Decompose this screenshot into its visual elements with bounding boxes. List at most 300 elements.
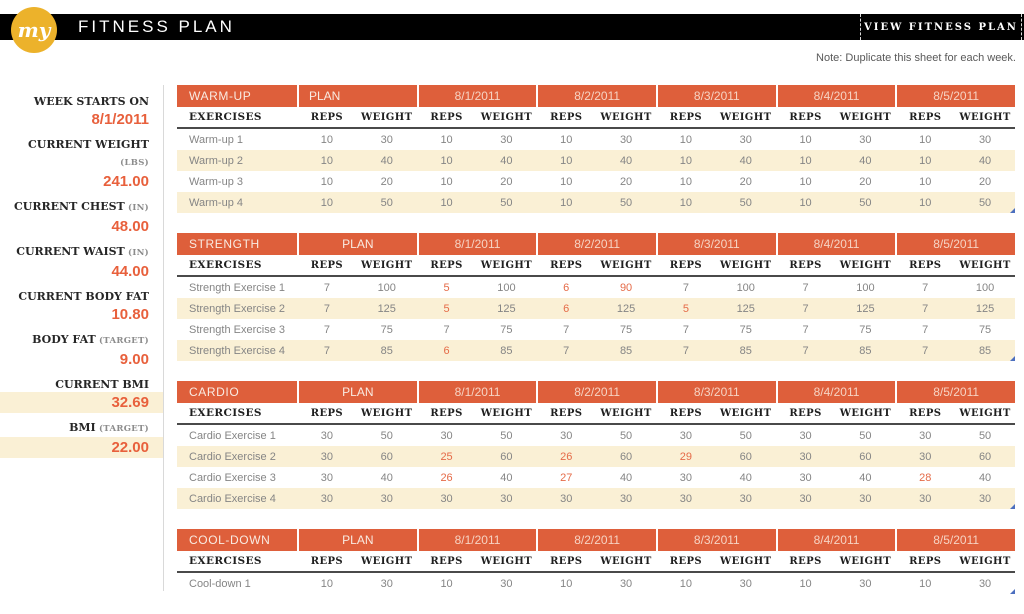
exercise-name-cell[interactable]: Cool-down 1 <box>189 577 251 590</box>
reps-column-header: REPS <box>909 407 942 419</box>
reps-value-cell[interactable]: 10 <box>440 175 453 188</box>
exercise-name-cell[interactable]: Cardio Exercise 3 <box>189 471 276 484</box>
date-header-cell: 8/1/2011 <box>417 381 537 403</box>
weight-value-cell[interactable]: 50 <box>500 196 513 209</box>
reps-value-cell[interactable]: 7 <box>323 302 330 315</box>
weight-column-header: WEIGHT <box>959 259 1011 271</box>
weight-value-cell[interactable]: 125 <box>736 302 755 315</box>
table-row <box>177 446 1015 467</box>
reps-value-cell[interactable]: 30 <box>919 429 932 442</box>
reps-value-cell[interactable]: 7 <box>802 323 809 336</box>
weight-column-header: WEIGHT <box>480 259 533 271</box>
exercise-name-cell[interactable]: Cardio Exercise 1 <box>189 429 276 442</box>
weight-column-header: WEIGHT <box>720 555 772 567</box>
reps-value-cell[interactable]: 29 <box>679 450 693 463</box>
stat-current-chest <box>0 199 163 237</box>
weight-column-header: WEIGHT <box>480 407 533 419</box>
weight-value-cell[interactable]: 20 <box>859 175 872 188</box>
duplicate-sheet-note: Note: Duplicate this sheet for each week. <box>816 52 1016 64</box>
reps-column-header: REPS <box>669 555 703 567</box>
weight-value-cell[interactable]: 40 <box>619 471 633 484</box>
reps-value-cell[interactable]: 7 <box>682 281 689 294</box>
weight-value-cell[interactable]: 30 <box>500 492 513 505</box>
exercise-name-cell[interactable]: Cardio Exercise 2 <box>189 450 276 463</box>
table-warm-up <box>177 85 1015 213</box>
reps-column-header: REPS <box>430 407 463 419</box>
stat-current-weight <box>0 137 163 192</box>
reps-column-header: REPS <box>310 259 344 271</box>
table-banner-row <box>177 529 1015 551</box>
table-row <box>177 425 1015 446</box>
weight-value-cell[interactable]: 20 <box>739 175 752 188</box>
reps-value-cell[interactable]: 10 <box>679 577 693 590</box>
stat-label: CURRENT WEIGHT (LBS) <box>28 138 149 168</box>
reps-value-cell[interactable]: 30 <box>799 450 812 463</box>
weight-value-cell[interactable]: 20 <box>619 175 633 188</box>
weight-column-header: WEIGHT <box>839 259 892 271</box>
stat-value[interactable]: 22.00 <box>0 437 163 458</box>
stat-current-body-fat <box>0 289 163 325</box>
date-header-cell: 8/5/2011 <box>895 85 1015 107</box>
weight-value-cell[interactable]: 50 <box>500 429 513 442</box>
plan-header-cell: PLAN <box>297 85 417 107</box>
reps-value-cell[interactable]: 5 <box>682 302 689 315</box>
reps-value-cell[interactable]: 5 <box>443 281 450 294</box>
weight-value-cell[interactable]: 30 <box>859 577 872 590</box>
weight-value-cell[interactable]: 40 <box>500 154 513 167</box>
reps-value-cell[interactable]: 7 <box>802 281 809 294</box>
reps-column-header: REPS <box>909 111 942 123</box>
weight-column-header: WEIGHT <box>361 555 413 567</box>
stat-label: CURRENT BMI <box>55 378 149 391</box>
reps-value-cell[interactable]: 7 <box>682 323 689 336</box>
reps-value-cell[interactable]: 30 <box>679 471 693 484</box>
date-header-cell: 8/4/2011 <box>776 381 896 403</box>
column-header-row <box>177 403 1015 425</box>
reps-value-cell[interactable]: 10 <box>799 154 812 167</box>
reps-value-cell[interactable]: 10 <box>560 154 573 167</box>
stat-label: BMI (TARGET) <box>69 421 149 434</box>
reps-value-cell[interactable]: 10 <box>560 133 573 146</box>
date-header-cell: 8/3/2011 <box>656 233 776 255</box>
weight-value-cell[interactable]: 50 <box>619 429 633 442</box>
stat-label: BODY FAT (TARGET) <box>32 333 149 346</box>
date-header-cell: 8/3/2011 <box>656 85 776 107</box>
reps-value-cell[interactable]: 30 <box>320 429 334 442</box>
reps-value-cell[interactable]: 10 <box>440 196 453 209</box>
reps-column-header: REPS <box>550 555 583 567</box>
stat-unit-label: (TARGET) <box>95 424 149 434</box>
reps-value-cell[interactable]: 10 <box>320 175 334 188</box>
weight-value-cell[interactable]: 30 <box>500 133 513 146</box>
weight-value-cell[interactable]: 75 <box>978 323 992 336</box>
weight-value-cell[interactable]: 75 <box>619 323 633 336</box>
exercises-column-header: EXERCISES <box>189 555 262 567</box>
plan-header-cell: PLAN <box>297 233 417 255</box>
weight-value-cell[interactable]: 75 <box>859 323 872 336</box>
reps-value-cell[interactable]: 6 <box>563 281 570 294</box>
weight-column-header: WEIGHT <box>720 407 772 419</box>
weight-value-cell[interactable]: 40 <box>380 471 393 484</box>
weight-value-cell[interactable]: 85 <box>859 344 872 357</box>
weight-column-header: WEIGHT <box>959 555 1011 567</box>
reps-value-cell[interactable]: 7 <box>922 281 929 294</box>
reps-value-cell[interactable]: 27 <box>560 471 573 484</box>
weight-value-cell[interactable]: 60 <box>859 450 872 463</box>
reps-column-header: REPS <box>909 259 942 271</box>
table-banner-row <box>177 381 1015 403</box>
table-title: COOL-DOWN <box>177 529 297 551</box>
reps-value-cell[interactable]: 10 <box>679 196 693 209</box>
reps-value-cell[interactable]: 10 <box>799 577 812 590</box>
weight-value-cell[interactable]: 30 <box>500 577 513 590</box>
weight-column-header: WEIGHT <box>361 407 413 419</box>
weight-column-header: WEIGHT <box>480 111 533 123</box>
weight-value-cell[interactable]: 50 <box>859 429 872 442</box>
date-header-cell: 8/5/2011 <box>895 529 1015 551</box>
table-row <box>177 467 1015 488</box>
reps-value-cell[interactable]: 30 <box>560 429 573 442</box>
reps-column-header: REPS <box>550 407 583 419</box>
fill-handle-icon[interactable] <box>1010 208 1015 213</box>
table-strength <box>177 233 1015 361</box>
column-header-row <box>177 551 1015 573</box>
weight-value-cell[interactable]: 30 <box>739 492 752 505</box>
weight-value-cell[interactable]: 50 <box>619 196 633 209</box>
exercise-name-cell[interactable]: Warm-up 1 <box>189 133 243 146</box>
table-row <box>177 340 1015 361</box>
weight-value-cell[interactable]: 60 <box>978 450 992 463</box>
weight-column-header: WEIGHT <box>839 555 892 567</box>
weight-value-cell[interactable]: 100 <box>975 281 995 294</box>
weight-value-cell[interactable]: 40 <box>380 154 393 167</box>
plan-header-cell: PLAN <box>297 381 417 403</box>
weight-value-cell[interactable]: 30 <box>978 577 992 590</box>
weight-column-header: WEIGHT <box>600 259 652 271</box>
reps-value-cell[interactable]: 30 <box>560 492 573 505</box>
reps-column-header: REPS <box>669 407 703 419</box>
weight-value-cell[interactable]: 50 <box>739 429 752 442</box>
weight-value-cell[interactable]: 30 <box>739 133 752 146</box>
weight-value-cell[interactable]: 50 <box>380 429 393 442</box>
reps-value-cell[interactable]: 7 <box>323 344 330 357</box>
weight-value-cell[interactable]: 50 <box>739 196 752 209</box>
reps-column-header: REPS <box>789 555 822 567</box>
weight-value-cell[interactable]: 125 <box>616 302 636 315</box>
date-header-cell: 8/1/2011 <box>417 85 537 107</box>
reps-value-cell[interactable]: 10 <box>679 175 693 188</box>
my-logo-icon <box>11 7 57 53</box>
page-title: FITNESS PLAN <box>78 17 235 36</box>
table-cardio <box>177 381 1015 509</box>
reps-value-cell[interactable]: 30 <box>679 429 693 442</box>
reps-value-cell[interactable]: 7 <box>922 323 929 336</box>
weight-column-header: WEIGHT <box>361 259 413 271</box>
exercise-name-cell[interactable]: Warm-up 4 <box>189 196 243 209</box>
weight-column-header: WEIGHT <box>361 111 413 123</box>
weight-column-header: WEIGHT <box>600 407 652 419</box>
reps-value-cell[interactable]: 7 <box>323 323 330 336</box>
weight-value-cell[interactable]: 30 <box>859 492 872 505</box>
weight-value-cell[interactable]: 60 <box>739 450 752 463</box>
weight-value-cell[interactable]: 100 <box>497 281 516 294</box>
weight-value-cell[interactable]: 85 <box>500 344 513 357</box>
stat-label: CURRENT CHEST (IN) <box>14 200 149 213</box>
reps-value-cell[interactable]: 30 <box>320 471 334 484</box>
logo-text: my <box>17 18 51 42</box>
table-row <box>177 488 1015 509</box>
weight-column-header: WEIGHT <box>959 407 1011 419</box>
date-header-cell: 8/2/2011 <box>536 529 656 551</box>
weight-value-cell[interactable]: 30 <box>380 492 393 505</box>
weight-value-cell[interactable]: 75 <box>500 323 513 336</box>
stat-value[interactable]: 32.69 <box>0 392 163 413</box>
table-title: STRENGTH <box>177 233 297 255</box>
weight-value-cell[interactable]: 60 <box>619 450 633 463</box>
date-header-cell: 8/4/2011 <box>776 529 896 551</box>
table-row <box>177 319 1015 340</box>
exercise-name-cell[interactable]: Strength Exercise 1 <box>189 281 285 294</box>
stat-value[interactable]: 9.00 <box>119 351 149 368</box>
reps-value-cell[interactable]: 10 <box>799 196 812 209</box>
stat-value[interactable]: 8/1/2011 <box>91 111 149 128</box>
reps-value-cell[interactable]: 10 <box>919 196 932 209</box>
reps-value-cell[interactable]: 26 <box>440 471 453 484</box>
weight-column-header: WEIGHT <box>480 555 533 567</box>
weight-value-cell[interactable]: 30 <box>859 133 872 146</box>
reps-value-cell[interactable]: 7 <box>682 344 689 357</box>
weight-value-cell[interactable]: 60 <box>380 450 393 463</box>
reps-value-cell[interactable]: 7 <box>563 323 570 336</box>
weight-value-cell[interactable]: 125 <box>497 302 516 315</box>
reps-value-cell[interactable]: 30 <box>320 450 334 463</box>
weight-column-header: WEIGHT <box>959 111 1011 123</box>
reps-column-header: REPS <box>550 259 583 271</box>
reps-value-cell[interactable]: 30 <box>320 492 334 505</box>
exercise-name-cell[interactable]: Warm-up 3 <box>189 175 243 188</box>
weight-value-cell[interactable]: 30 <box>978 492 992 505</box>
date-header-cell: 8/5/2011 <box>895 381 1015 403</box>
exercise-name-cell[interactable]: Strength Exercise 3 <box>189 323 285 336</box>
exercise-name-cell[interactable]: Cardio Exercise 4 <box>189 492 276 505</box>
weight-value-cell[interactable]: 125 <box>856 302 875 315</box>
weight-value-cell[interactable]: 50 <box>859 196 872 209</box>
view-fitness-plan-link[interactable]: VIEW FITNESS PLAN <box>860 14 1022 40</box>
weight-value-cell[interactable]: 75 <box>380 323 393 336</box>
stat-unit-label: (TARGET) <box>95 336 149 346</box>
column-header-row <box>177 255 1015 277</box>
weight-value-cell[interactable]: 50 <box>978 429 992 442</box>
reps-value-cell[interactable]: 10 <box>919 577 932 590</box>
date-header-cell: 8/2/2011 <box>536 85 656 107</box>
weight-value-cell[interactable]: 30 <box>619 577 633 590</box>
reps-column-header: REPS <box>310 407 344 419</box>
table-title: CARDIO <box>177 381 297 403</box>
weight-value-cell[interactable]: 85 <box>380 344 393 357</box>
date-header-cell: 8/3/2011 <box>656 529 776 551</box>
weight-value-cell[interactable]: 40 <box>978 154 992 167</box>
weight-value-cell[interactable]: 85 <box>619 344 633 357</box>
reps-value-cell[interactable]: 10 <box>919 154 932 167</box>
date-header-cell: 8/4/2011 <box>776 233 896 255</box>
stat-value[interactable]: 10.80 <box>111 306 149 323</box>
weight-value-cell[interactable]: 50 <box>380 196 393 209</box>
reps-value-cell[interactable]: 10 <box>560 577 573 590</box>
reps-value-cell[interactable]: 10 <box>919 133 932 146</box>
reps-value-cell[interactable]: 7 <box>802 344 809 357</box>
weight-value-cell[interactable]: 100 <box>377 281 396 294</box>
date-header-cell: 8/3/2011 <box>656 381 776 403</box>
table-cool-down <box>177 529 1015 594</box>
reps-value-cell[interactable]: 6 <box>563 302 570 315</box>
stat-current-bmi <box>0 377 163 413</box>
reps-value-cell[interactable]: 30 <box>799 492 812 505</box>
weight-value-cell[interactable]: 30 <box>380 577 393 590</box>
date-header-cell: 8/4/2011 <box>776 85 896 107</box>
weight-value-cell[interactable]: 60 <box>500 450 513 463</box>
reps-column-header: REPS <box>909 555 942 567</box>
stat-week-starts-on <box>0 94 163 130</box>
reps-value-cell[interactable]: 30 <box>919 450 932 463</box>
stat-unit-label: (IN) <box>124 248 149 258</box>
reps-value-cell[interactable]: 30 <box>679 492 693 505</box>
exercise-name-cell[interactable]: Warm-up 2 <box>189 154 243 167</box>
weight-value-cell[interactable]: 40 <box>859 154 872 167</box>
weight-value-cell[interactable]: 40 <box>859 471 872 484</box>
reps-value-cell[interactable]: 10 <box>919 175 932 188</box>
reps-value-cell[interactable]: 6 <box>443 344 450 357</box>
reps-column-header: REPS <box>430 555 463 567</box>
reps-value-cell[interactable]: 26 <box>560 450 573 463</box>
app-header-bar <box>0 14 1024 40</box>
reps-value-cell[interactable]: 30 <box>440 492 453 505</box>
weight-value-cell[interactable]: 125 <box>377 302 396 315</box>
exercise-name-cell[interactable]: Strength Exercise 2 <box>189 302 285 315</box>
weight-value-cell[interactable]: 50 <box>978 196 992 209</box>
reps-column-header: REPS <box>310 111 344 123</box>
reps-value-cell[interactable]: 7 <box>323 281 330 294</box>
weight-value-cell[interactable]: 75 <box>739 323 752 336</box>
reps-value-cell[interactable]: 7 <box>443 323 450 336</box>
fill-handle-icon[interactable] <box>1010 504 1015 509</box>
weight-column-header: WEIGHT <box>720 259 772 271</box>
stat-label: CURRENT BODY FAT <box>18 290 149 303</box>
reps-column-header: REPS <box>789 259 822 271</box>
stat-bmi <box>0 420 163 458</box>
stat-unit-label: (IN) <box>124 203 149 213</box>
stat-unit-label: (LBS) <box>120 158 149 168</box>
weight-value-cell[interactable]: 30 <box>380 133 393 146</box>
reps-value-cell[interactable]: 7 <box>563 344 570 357</box>
reps-value-cell[interactable]: 10 <box>679 133 693 146</box>
reps-value-cell[interactable]: 30 <box>919 492 932 505</box>
tables-area <box>177 85 1015 614</box>
weight-value-cell[interactable]: 90 <box>619 281 633 294</box>
reps-value-cell[interactable]: 10 <box>799 133 812 146</box>
weight-value-cell[interactable]: 125 <box>975 302 995 315</box>
reps-value-cell[interactable]: 10 <box>320 133 334 146</box>
reps-column-header: REPS <box>310 555 344 567</box>
weight-value-cell[interactable]: 85 <box>739 344 752 357</box>
weight-value-cell[interactable]: 20 <box>500 175 513 188</box>
weight-value-cell[interactable]: 20 <box>978 175 992 188</box>
weight-value-cell[interactable]: 40 <box>500 471 513 484</box>
reps-value-cell[interactable]: 10 <box>440 577 453 590</box>
weight-column-header: WEIGHT <box>600 555 652 567</box>
table-row <box>177 192 1015 213</box>
weight-column-header: WEIGHT <box>839 407 892 419</box>
weight-column-header: WEIGHT <box>600 111 652 123</box>
reps-value-cell[interactable]: 25 <box>440 450 453 463</box>
reps-value-cell[interactable]: 7 <box>802 302 809 315</box>
stat-value[interactable]: 241.00 <box>103 173 149 190</box>
reps-value-cell[interactable]: 10 <box>679 154 693 167</box>
reps-value-cell[interactable]: 5 <box>443 302 450 315</box>
weight-value-cell[interactable]: 85 <box>978 344 992 357</box>
weight-value-cell[interactable]: 30 <box>619 133 633 146</box>
date-header-cell: 8/2/2011 <box>536 381 656 403</box>
reps-value-cell[interactable]: 10 <box>560 175 573 188</box>
weight-value-cell[interactable]: 40 <box>739 471 752 484</box>
date-header-cell: 8/2/2011 <box>536 233 656 255</box>
reps-column-header: REPS <box>430 111 463 123</box>
reps-value-cell[interactable]: 10 <box>560 196 573 209</box>
weight-value-cell[interactable]: 100 <box>856 281 875 294</box>
exercise-name-cell[interactable]: Strength Exercise 4 <box>189 344 285 357</box>
date-header-cell: 8/1/2011 <box>417 529 537 551</box>
reps-column-header: REPS <box>669 259 703 271</box>
weight-value-cell[interactable]: 40 <box>978 471 992 484</box>
weight-value-cell[interactable]: 30 <box>739 577 752 590</box>
reps-value-cell[interactable]: 30 <box>799 471 812 484</box>
reps-value-cell[interactable]: 10 <box>799 175 812 188</box>
reps-value-cell[interactable]: 10 <box>440 154 453 167</box>
weight-value-cell[interactable]: 30 <box>978 133 992 146</box>
reps-value-cell[interactable]: 10 <box>320 154 334 167</box>
table-row <box>177 171 1015 192</box>
reps-value-cell[interactable]: 10 <box>440 133 453 146</box>
weight-value-cell[interactable]: 100 <box>736 281 755 294</box>
stat-body-fat <box>0 332 163 370</box>
reps-column-header: REPS <box>550 111 583 123</box>
reps-value-cell[interactable]: 10 <box>320 196 334 209</box>
weight-value-cell[interactable]: 20 <box>380 175 393 188</box>
exercises-column-header: EXERCISES <box>189 259 262 271</box>
reps-value-cell[interactable]: 7 <box>922 344 929 357</box>
reps-value-cell[interactable]: 10 <box>320 577 334 590</box>
stat-label: WEEK STARTS ON <box>33 95 149 108</box>
reps-value-cell[interactable]: 30 <box>799 429 812 442</box>
weight-value-cell[interactable]: 40 <box>619 154 633 167</box>
weight-column-header: WEIGHT <box>839 111 892 123</box>
stat-value[interactable]: 44.00 <box>111 263 149 280</box>
table-banner-row <box>177 85 1015 107</box>
table-row <box>177 150 1015 171</box>
weight-value-cell[interactable]: 30 <box>619 492 633 505</box>
reps-value-cell[interactable]: 30 <box>440 429 453 442</box>
weight-value-cell[interactable]: 40 <box>739 154 752 167</box>
reps-value-cell[interactable]: 7 <box>922 302 929 315</box>
stat-current-waist <box>0 244 163 282</box>
reps-value-cell[interactable]: 28 <box>919 471 932 484</box>
stat-value[interactable]: 48.00 <box>111 218 149 235</box>
table-title: WARM-UP <box>177 85 297 107</box>
weight-column-header: WEIGHT <box>720 111 772 123</box>
fill-handle-icon[interactable] <box>1010 589 1015 594</box>
column-header-row <box>177 107 1015 129</box>
reps-column-header: REPS <box>669 111 703 123</box>
fill-handle-icon[interactable] <box>1010 356 1015 361</box>
